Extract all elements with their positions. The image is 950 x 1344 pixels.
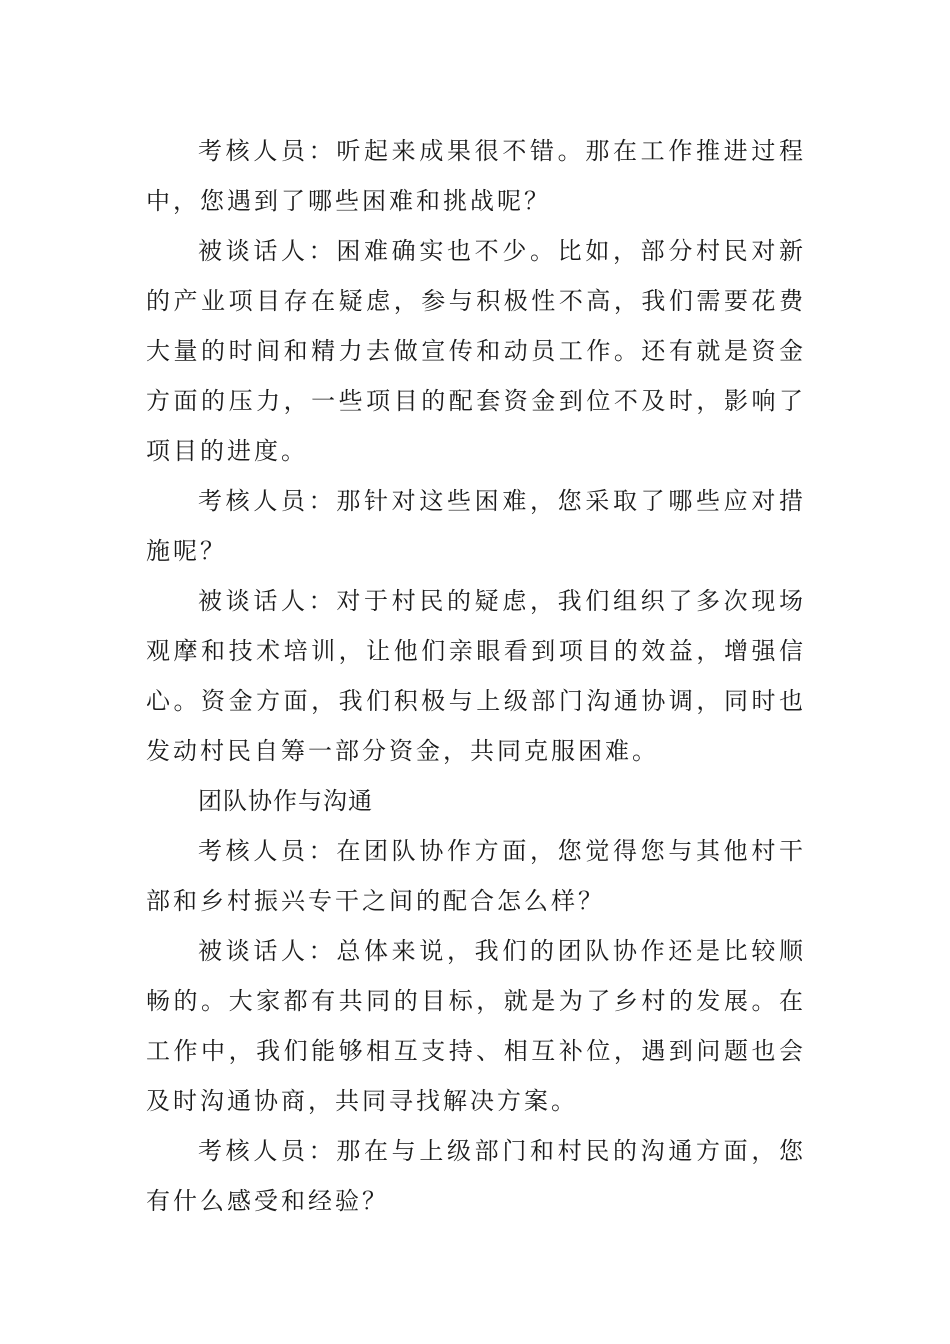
- paragraph-answer-teamwork: 被谈话人：总体来说，我们的团队协作还是比较顺畅的。大家都有共同的目标，就是为了乡村的发展。在工作中，我们能够相互支持、相互补位，遇到问题也会及时沟通协商，共同寻找解决方案。: [146, 937, 806, 1115]
- paragraph-question-measures: 考核人员：那针对这些困难，您采取了哪些应对措施呢？: [146, 487, 806, 565]
- section-heading-teamwork: 团队协作与沟通: [198, 787, 373, 815]
- paragraph-question-challenges: 考核人员：听起来成果很不错。那在工作推进过程中，您遇到了哪些困难和挑战呢？: [146, 137, 806, 215]
- paragraph-question-communication: 考核人员：那在与上级部门和村民的沟通方面，您有什么感受和经验？: [146, 1137, 806, 1215]
- document-page: [146, 126, 806, 1226]
- paragraph-question-teamwork: 考核人员：在团队协作方面，您觉得您与其他村干部和乡村振兴专干之间的配合怎么样？: [146, 837, 806, 915]
- paragraph-answer-measures: 被谈话人：对于村民的疑虑，我们组织了多次现场观摩和技术培训，让他们亲眼看到项目的效益，增强信心。资金方面，我们积极与上级部门沟通协调，同时也发动村民自筹一部分资金，共同克服困难。: [146, 587, 806, 765]
- paragraph-answer-challenges: 被谈话人：困难确实也不少。比如，部分村民对新的产业项目存在疑虑，参与积极性不高，我们需要花费大量的时间和精力去做宣传和动员工作。还有就是资金方面的压力，一些项目的配套资金到位不及时，影响了项目的进度。: [146, 237, 806, 465]
